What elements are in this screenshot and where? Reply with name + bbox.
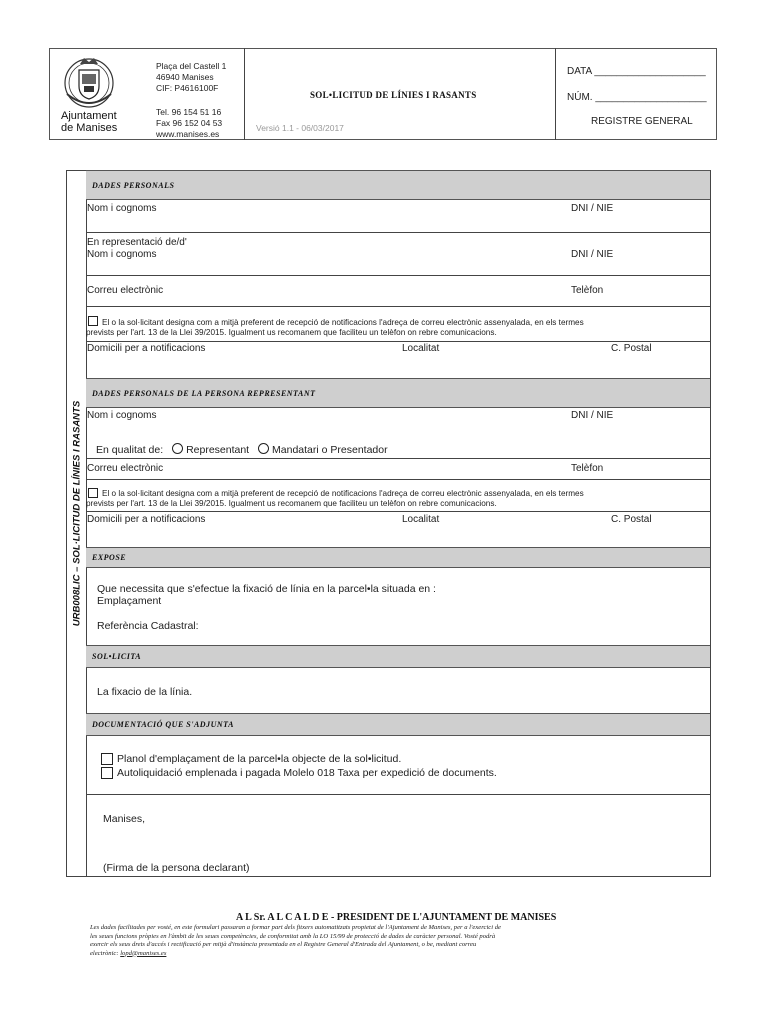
- form-title: SOL•LICITUD DE LÍNIES I RASANTS: [310, 90, 477, 100]
- coat-of-arms-icon: [58, 50, 120, 112]
- addressee: A L Sr. A L C A L D E - PRESIDENT DE L'AJUNTAMENT DE MANISES: [236, 912, 557, 923]
- rep-name-label: Nom i cognoms: [87, 410, 157, 421]
- rep-dni-label: DNI / NIE: [571, 410, 614, 421]
- section-documents: DOCUMENTACIÓ QUE S'ADJUNTA: [86, 713, 710, 736]
- rep-locality-label: Localitat: [402, 514, 440, 525]
- notification-address-label: Domicili per a notificacions: [87, 343, 206, 354]
- contact-line: Tel. 96 154 51 16: [156, 107, 222, 117]
- name-label: Nom i cognoms: [87, 203, 157, 214]
- section-request: SOL•LICITA: [86, 645, 710, 668]
- expose-line1: Que necessita que s'efectue la fixació de línia en la parcel•la situada en :: [97, 583, 436, 595]
- org-name-line2: de Manises: [61, 122, 118, 134]
- rep-postcode-label: C. Postal: [611, 514, 652, 525]
- doc-selfassessment-checkbox[interactable]: [101, 767, 113, 779]
- capacity-row: [96, 443, 388, 456]
- capacity-label: En qualitat de:: [96, 444, 164, 456]
- doc-plan-label: Planol d'emplaçament de la parcel•la objecte de la sol•licitud.: [117, 753, 402, 765]
- representant-option: Representant: [186, 444, 250, 456]
- mandatari-radio[interactable]: [258, 443, 269, 454]
- dni-label: DNI / NIE: [571, 203, 614, 214]
- dni-label-2: DNI / NIE: [571, 249, 614, 260]
- expose-line2: Emplaçament: [97, 595, 162, 607]
- address-line: CIF: P4616100F: [156, 83, 219, 93]
- rep-email-label: Correu electrònic: [87, 463, 164, 474]
- locality-label: Localitat: [402, 343, 440, 354]
- side-label: URB008LIC – SOL·LICITUD DE LÍNIES I RASANTS: [71, 400, 83, 627]
- num-label: NÚM. ____________________: [567, 92, 707, 103]
- mandatari-option: Mandatari o Presentador: [272, 444, 388, 456]
- email-label: Correu electrònic: [87, 285, 164, 296]
- doc-plan-checkbox[interactable]: [101, 753, 113, 765]
- rep-notification-address-label: Domicili per a notificacions: [87, 514, 206, 525]
- rep-phone-label: Telèfon: [571, 463, 604, 474]
- name-label-2: Nom i cognoms: [87, 249, 157, 260]
- contact-line: www.manises.es: [156, 129, 220, 139]
- section-expose: EXPOSE: [86, 547, 710, 568]
- version-label: Versió 1.1 - 06/03/2017: [256, 123, 344, 133]
- expose-line3: Referència Cadastral:: [97, 620, 199, 632]
- registry-label: REGISTRE GENERAL: [591, 116, 693, 127]
- rep-consent-text: El o la sol·licitant designa com a mitjà preferent de recepció de notificacions l'adreça de correu electrònic assenyalada, en els termes prevists per l'art. 13 de la Llei 39/2015. Igualment us recomanem que faciliteu un telèfon on rebre comunicacions.: [86, 489, 584, 508]
- postcode-label: C. Postal: [611, 343, 652, 354]
- phone-label: Telèfon: [571, 285, 604, 296]
- representant-radio[interactable]: [172, 443, 183, 454]
- doc-selfassessment-label: Autoliquidació emplenada i pagada Molelo 018 Taxa per expedició de documents.: [117, 767, 497, 779]
- request-text: La fixacio de la línia.: [97, 686, 193, 698]
- representation-label: En representació de/d': [87, 237, 187, 248]
- signature-place: Manises,: [103, 813, 146, 825]
- signature-caption: (Firma de la persona declarant): [103, 862, 250, 874]
- contact-line: Fax 96 152 04 53: [156, 118, 223, 128]
- org-name-line1: Ajuntament: [61, 110, 117, 122]
- address-line: Plaça del Castell 1: [156, 61, 227, 71]
- address-line: 46940 Manises: [156, 72, 214, 82]
- legal-notice: Les dades facilitades per vosté, en este formulari passaran a formar part dels fitxers automatitzats propietat de l'Ajuntament de Manises, per a l'exercici de les seues funcions pròpies en l'àmbit de les seues competències, de conformitat amb la LO 15/99 de protecció de dades de caràcter personal. Vosté podrà exercir els seus drets d'accés i rectificació per mitjà d'instància presentada en el Registre General d'Entrada del Ajuntament, o be, mediant correu electrònic: lopd@manises.es: [90, 924, 501, 957]
- consent-text: El o la sol·licitant designa com a mitjà preferent de recepció de notificacions l'adreça de correu electrònic assenyalada, en els termes prevists per l'art. 13 de la Llei 39/2015. Igualment us recomanem que faciliteu un telèfon on rebre comunicacions.: [86, 318, 584, 337]
- date-label: DATA ____________________: [567, 66, 706, 77]
- section-representative: DADES PERSONALS DE LA PERSONA REPRESENTANT: [86, 378, 710, 408]
- lopd-email-link[interactable]: lopd@manises.es: [120, 949, 167, 957]
- section-personal-data: DADES PERSONALS: [86, 170, 710, 200]
